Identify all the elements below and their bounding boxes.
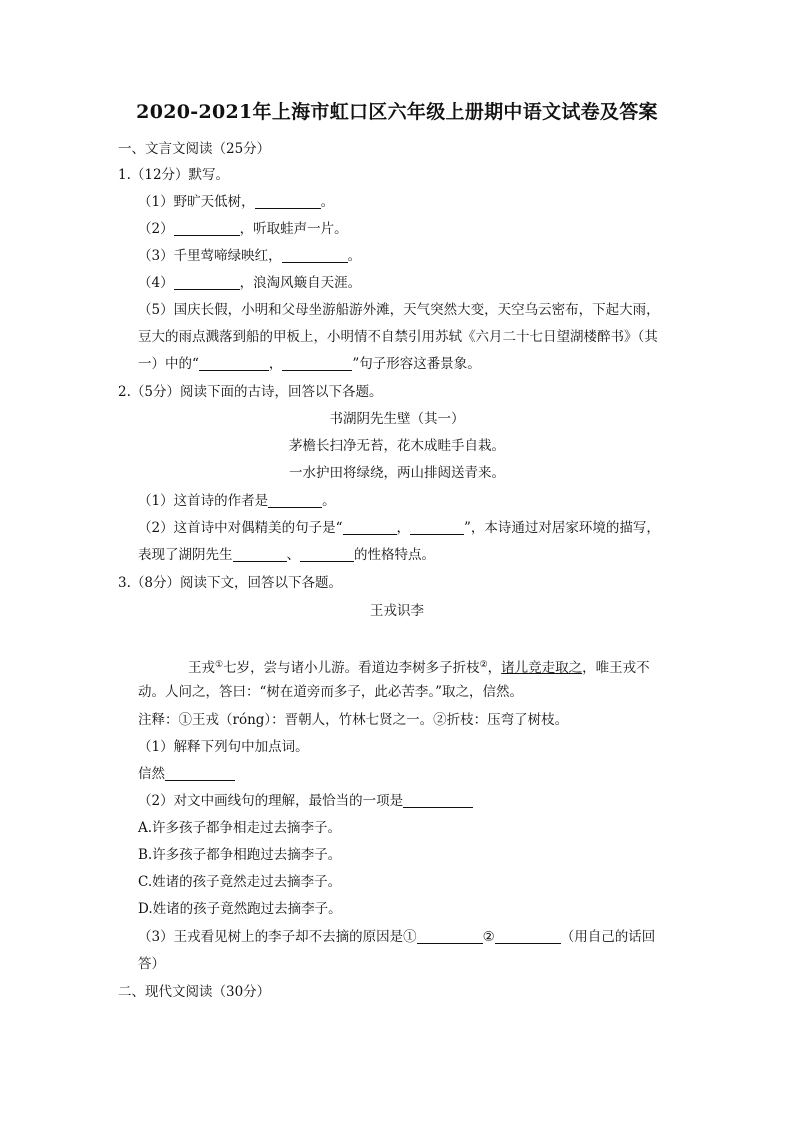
poem-line-2: 一水护田将绿绕，两山排闼送青来。: [289, 465, 505, 481]
poem-line-1: 茅檐长扫净无苔，花木成畦手自栽。: [289, 438, 505, 454]
q1-item-5-line-3: 一）中的“ ， ”句子形容这番景象。: [138, 356, 481, 372]
q2-sub-1: （1）这首诗的作者是 。: [138, 493, 336, 509]
q1-item-2: （2） ，听取蛙声一片。: [138, 221, 348, 237]
answer-blank[interactable]: [255, 194, 321, 209]
question-1-stem: 1.（12分）默写。: [118, 167, 230, 183]
answer-blank[interactable]: [417, 929, 483, 944]
passage-line-2: 动。人问之，答曰：“树在道旁而多子，此必苦李。”取之，信然。: [138, 684, 524, 700]
answer-blank[interactable]: [233, 547, 287, 562]
section-heading: 一、文言文阅读（25分）: [118, 141, 271, 157]
answer-blank[interactable]: [343, 520, 397, 535]
answer-blank[interactable]: [495, 929, 561, 944]
answer-blank[interactable]: [165, 766, 235, 781]
answer-blank[interactable]: [199, 356, 269, 371]
question-3-stem: 3.（8分）阅读下文，回答以下各题。: [118, 575, 342, 591]
q1-item-1: （1）野旷天低树， 。: [138, 194, 335, 210]
answer-blank[interactable]: [174, 221, 240, 236]
section-heading: 二、现代文阅读（30分）: [118, 984, 271, 1000]
q3-sub-3-line-2: 答）: [138, 956, 165, 972]
option-d: D.姓诸的孩子竟然跑过去摘李子。: [138, 901, 342, 917]
q3-sub-2: （2）对文中画线句的理解，最恰当的一项是: [138, 792, 473, 810]
q1-item-5-line-1: （5）国庆长假，小明和父母坐游船游外滩，天气突然大变，天空乌云密布，下起大雨，: [138, 302, 660, 318]
q3-sub-3: （3）王戎看见树上的李子却不去摘的原因是① ② （用自己的话回: [138, 929, 656, 945]
passage-note: 注释：①王戎（róng）：晋朝人，竹林七贤之一。②折枝：压弯了树枝。: [138, 712, 569, 728]
question-2-stem: 2.（5分）阅读下面的古诗，回答以下各题。: [118, 384, 383, 400]
q2-sub-2: （2）这首诗中对偶精美的句子是“ ， ”，本诗通过对居家环境的描写，: [138, 520, 660, 536]
passage-title: 王戎识李: [370, 603, 424, 619]
document-title: 2020-2021年上海市虹口区六年级上册期中语文试卷及答案: [136, 101, 658, 123]
passage-line-1: 王戎①七岁，尝与诸小儿游。看道边李树多子折枝②，诸儿竞走取之，唯王戎不: [188, 660, 650, 676]
answer-blank[interactable]: [282, 248, 348, 263]
poem-title: 书湖阴先生壁（其一）: [329, 411, 465, 427]
q3-sub-1-word: 信然: [138, 765, 235, 783]
answer-blank[interactable]: [282, 356, 352, 371]
answer-blank[interactable]: [174, 275, 240, 290]
option-c: C.姓诸的孩子竟然走过去摘李子。: [138, 874, 342, 890]
underlined-sentence: 诸儿竞走取之: [501, 660, 583, 676]
q1-item-4: （4） ，浪淘风簸自天涯。: [138, 275, 362, 291]
option-a: A.许多孩子都争相走过去摘李子。: [138, 820, 342, 836]
q3-sub-1: （1）解释下列句中加点词。: [138, 739, 309, 755]
answer-blank[interactable]: [268, 493, 322, 508]
option-b: B.许多孩子都争相跑过去摘李子。: [138, 847, 342, 863]
q2-sub-2-line-2: 表现了湖阴先生 、 的性格特点。: [138, 547, 435, 563]
answer-blank[interactable]: [410, 520, 464, 535]
q1-item-3: （3）千里莺啼绿映红， 。: [138, 248, 362, 264]
q1-item-5-line-2: 豆大的雨点溅落到船的甲板上，小明情不自禁引用苏轼《六月二十七日望湖楼醉书》（其: [138, 329, 658, 345]
answer-blank[interactable]: [300, 547, 354, 562]
answer-blank[interactable]: [403, 793, 473, 808]
